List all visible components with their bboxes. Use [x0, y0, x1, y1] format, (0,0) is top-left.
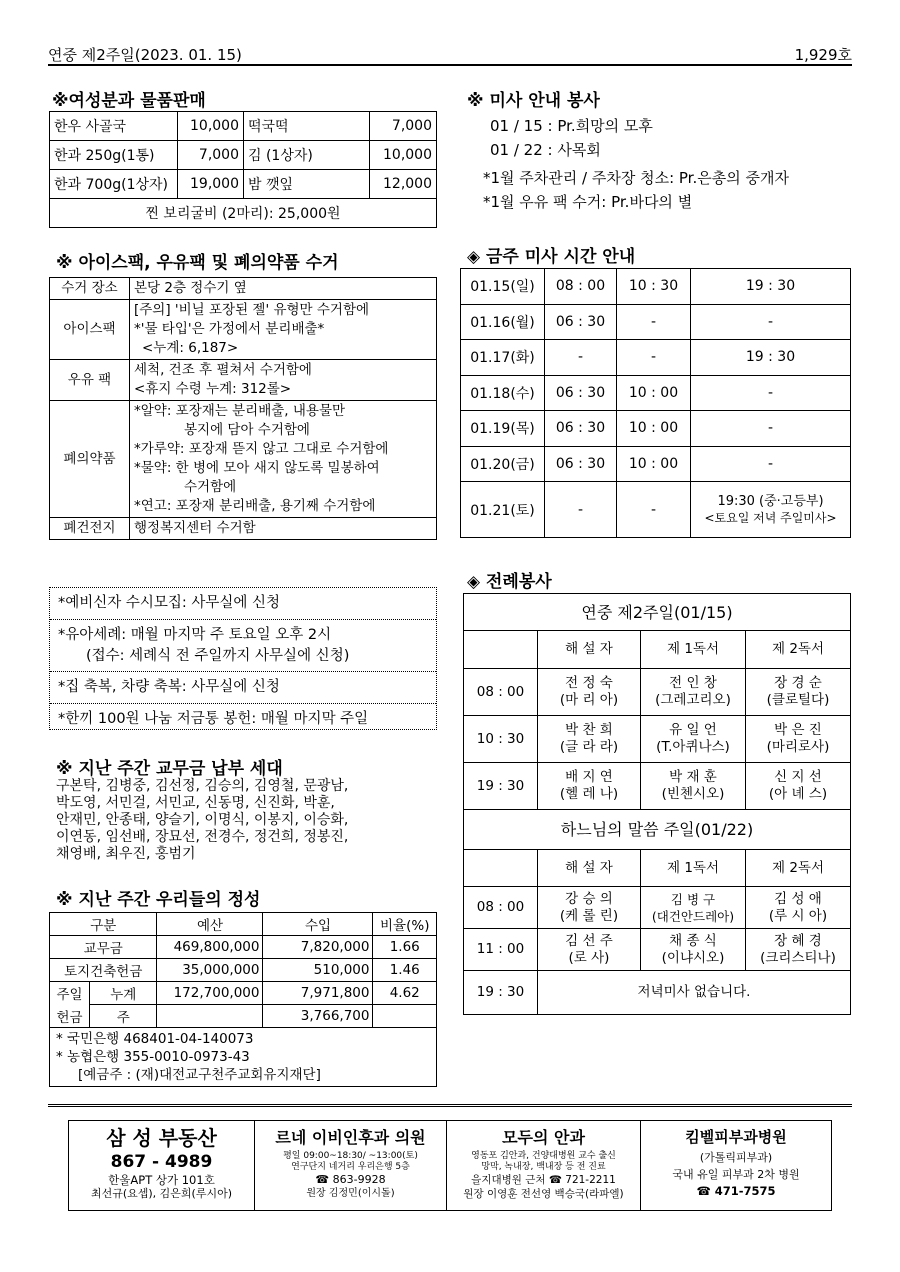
ad-ent-clinic: 르네 이비인후과 의원 평일 09:00~18:30/ ~13:00(토) 연구단지 네거리 우리은행 5층 ☎ 863-9928 원장 김정민(이시돌): [255, 1121, 447, 1210]
table-row: 한우 사골국 10,000 떡국떡 7,000: [50, 112, 437, 141]
ad-eye-clinic: 모두의 안과 영동포 김안과, 건양대병원 교수 출신 망막, 녹내장, 백내장 등 전 진료 을지대병원 근처 ☎ 721-2211 원장 이영훈 전선영 백승국(라파엘): [447, 1121, 641, 1210]
ice-table: [49, 277, 437, 540]
table-row: 08 : 00 전 정 숙 (마 리 아) 전 인 창 (그레고리오) 장 경 순 (클로틸다): [464, 669, 851, 716]
table-row: 폐의약품 *알약: 포장재는 분리배출, 내용물만 봉지에 담아 수거함에 *가루약: 포장재 뜯지 않고 그대로 수거함에 *물약: 한 병에 모아 새지 않도록 밀봉하여 수거함에 *연고: 포장재 분리배출, 용기째 수거함에: [50, 401, 437, 518]
offering-title: ※ 지난 주간 우리들의 정성: [56, 890, 261, 910]
table-row: 01.19(목) 06 : 30 10 : 00 -: [461, 411, 851, 447]
mass-title: ◈ 금주 미사 시간 안내: [467, 247, 636, 267]
sale-title: ※여성분과 물품판매: [52, 91, 206, 111]
donor-list: 구본탁, 김병중, 김선정, 김승의, 김영철, 문광남, 박도영, 서민걸, 서민교, 신동명, 신진화, 박훈, 안재민, 안종태, 양슬기, 이명식, 이봉지, 이승화, 이연동, 임선배, 장묘선, 전경수, 정건희, 정봉진, 채영배, 최우진, 홍범기: [56, 778, 349, 862]
guide-list: 01 / 15 : Pr.희망의 모후 01 / 22 : 사목회: [490, 117, 653, 159]
notice-item: *집 축복, 차량 축복: 사무실에 신청: [50, 672, 436, 704]
table-row: 아이스팩 [주의] '비닐 포장된 젤' 유형만 수거함에 *'물 타입'은 가정에서 분리배출* <누계: 6,187>: [50, 300, 437, 360]
guide-notes: *1월 주차관리 / 주차장 청소: Pr.은총의 중개자 *1월 우유 팩 수거: Pr.바다의 별: [483, 169, 789, 211]
table-row: 토지건축헌금 35,000,000 510,000 1.46: [50, 959, 437, 982]
issue-date: 연중 제2주일(2023. 01. 15): [48, 46, 242, 64]
offering-table: [49, 912, 437, 1087]
notice-box: [49, 587, 437, 730]
table-row: 19 : 30 배 지 연 (헬 레 나) 박 재 훈 (빈첸시오) 신 지 선 (아 녜 스): [464, 763, 851, 810]
mass-table: [460, 268, 851, 538]
table-row: 19 : 30 저녁미사 없습니다.: [464, 971, 851, 1015]
table-row: 01.18(수) 06 : 30 10 : 00 -: [461, 375, 851, 411]
ice-title: ※ 아이스팩, 우유팩 및 폐의약품 수거: [56, 253, 339, 273]
table-row: 교무금 469,800,000 7,820,000 1.66: [50, 936, 437, 959]
footer-divider: [48, 1104, 852, 1107]
ad-strip: [68, 1120, 832, 1211]
sale-table: [49, 111, 437, 228]
table-row: 01.20(금) 06 : 30 10 : 00 -: [461, 446, 851, 482]
bank-account: * 국민은행 468401-04-140073: [56, 1031, 254, 1047]
issue-number: 1,929호: [794, 46, 852, 64]
table-row: 수거 장소 본당 2층 정수기 옆: [50, 278, 437, 300]
table-row: 연중 제2주일(01/15): [464, 594, 851, 631]
table-row: 01.16(월) 06 : 30 - -: [461, 304, 851, 340]
table-row: 폐건전지 행정복지센터 수거함: [50, 518, 437, 540]
account-holder: [예금주 : (재)대전교구천주교회유지재단]: [78, 1067, 321, 1083]
table-row: [50, 1028, 437, 1087]
table-row: 한과 700g(1상자) 19,000 밤 깻잎 12,000: [50, 170, 437, 199]
table-row: 01.21(토) - - 19:30 (중·고등부) <토요일 저녁 주일미사>: [461, 482, 851, 538]
table-row: 우유 팩 세척, 건조 후 펼쳐서 수거함에 <휴지 수령 누계: 312롤>: [50, 360, 437, 401]
table-row: 01.15(일) 08 : 00 10 : 30 19 : 30: [461, 269, 851, 305]
table-row: 해 설 자 제 1독서 제 2독서: [464, 850, 851, 887]
donors-title: ※ 지난 주간 교무금 납부 세대: [56, 759, 283, 779]
liturgy-title: ◈ 전례봉사: [467, 572, 552, 592]
guide-title: ※ 미사 안내 봉사: [467, 91, 600, 111]
table-row: 01.17(화) - - 19 : 30: [461, 340, 851, 376]
table-row: 한과 250g(1통) 7,000 김 (1상자) 10,000: [50, 141, 437, 170]
table-row: 10 : 30 박 찬 희 (글 라 라) 유 일 언 (T.아퀴나스) 박 은 진 (마리로사): [464, 716, 851, 763]
notice-item: *한끼 100원 나눔 저금통 봉헌: 매월 마지막 주일: [58, 711, 369, 727]
table-row: 구분 예산 수입 비율(%): [50, 913, 437, 936]
notice-item: *예비신자 수시모집: 사무실에 신청: [50, 588, 436, 620]
notice-item: *유아세례: 매월 마지막 주 토요일 오후 2시 (접수: 세례식 전 주일까지 사무실에 신청): [50, 620, 436, 672]
table-row: 08 : 00 강 승 의 (케 롤 린) 김 병 구 (대건안드레아) 김 성 애 (루 시 아): [464, 887, 851, 929]
table-row: 하느님의 말씀 주일(01/22): [464, 810, 851, 850]
table-row: 11 : 00 김 선 주 (로 사) 채 종 식 (이냐시오) 장 혜 경 (크리스티나): [464, 929, 851, 971]
table-row: 찐 보리굴비 (2마리): 25,000원: [50, 199, 437, 228]
bank-account: * 농협은행 355-0010-0973-43: [56, 1049, 250, 1065]
table-row: 주일 누계 172,700,000 7,971,800 4.62: [50, 982, 437, 1005]
page-header: [48, 44, 852, 66]
liturgy-table: [463, 593, 851, 1015]
table-row: 해 설 자 제 1독서 제 2독서: [464, 631, 851, 669]
table-row: 헌금 주 3,766,700: [50, 1005, 437, 1028]
ad-derm-hospital: 킴벨피부과병원 (가톨릭피부과) 국내 유일 피부과 2차 병원 ☎ 471-7575: [672, 1128, 800, 1198]
ad-realestate: 삼 성 부동산 867 - 4989 한울APT 상가 101호 최선규(요셉), 김은희(루시아): [69, 1121, 255, 1210]
